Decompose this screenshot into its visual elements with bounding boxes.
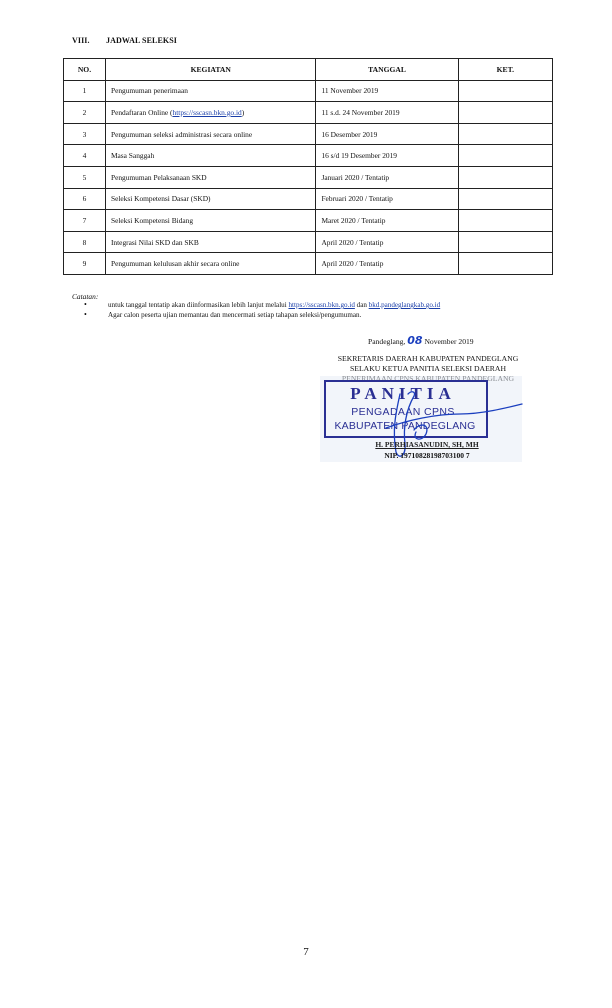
cell-kegiatan — [105, 102, 315, 124]
official-name: H. PERHIASANUDIN, SH, MH — [375, 440, 479, 449]
header-ket: KET. — [458, 59, 552, 81]
cell-tanggal: 16 Desember 2019 — [316, 123, 458, 145]
notes-title: Catatan: — [72, 292, 99, 301]
signatory-line2: SELAKU KETUA PANITIA SELEKSI DAERAH — [349, 364, 507, 373]
cell-ket — [458, 253, 552, 275]
cell-ket — [458, 166, 552, 188]
cell-ket — [458, 123, 552, 145]
note-text: untuk tanggal tentatip akan diinformasikan lebih lanjut melalui — [108, 301, 289, 309]
table-row — [64, 188, 553, 210]
stamp-line2: PENGADAAN CPNS — [351, 406, 455, 418]
cell-kegiatan: Pengumuman kelulusan akhir secara online — [105, 253, 315, 275]
cell-ket — [458, 188, 552, 210]
table-row — [64, 102, 553, 124]
cell-no: 7 — [64, 210, 106, 232]
table-row — [64, 231, 553, 253]
cell-kegiatan: Pengumuman seleksi administrasi secara online — [105, 123, 315, 145]
place-label: Pandeglang, — [368, 337, 408, 346]
stamp-line3: KABUPATEN PANDEGLANG — [334, 420, 476, 432]
cell-tanggal: April 2020 / Tentatip — [316, 231, 458, 253]
cell-kegiatan: Seleksi Kompetensi Bidang — [105, 210, 315, 232]
bkd-note-link[interactable]: bkd.pandeglangkab.go.id — [368, 301, 441, 309]
stamp-line1: PANITIA — [350, 384, 456, 403]
cell-ket — [458, 231, 552, 253]
cell-tanggal: 11 November 2019 — [316, 80, 458, 102]
month-year: November 2019 — [422, 337, 474, 346]
cell-kegiatan: Pengumuman penerimaan — [105, 80, 315, 102]
table-row — [64, 253, 553, 275]
cell-tanggal: Januari 2020 / Tentatip — [316, 166, 458, 188]
section-title: JADWAL SELEKSI — [106, 36, 177, 45]
section-heading — [72, 36, 177, 45]
cell-tanggal: April 2020 / Tentatip — [316, 253, 458, 275]
cell-no: 3 — [64, 123, 106, 145]
kegiatan-prefix: Pendaftaran Online ( — [110, 107, 173, 117]
cell-no: 4 — [64, 145, 106, 167]
note-item — [108, 300, 578, 310]
header-no: NO. — [64, 59, 106, 81]
note-item — [108, 310, 578, 320]
page-number: 7 — [303, 946, 309, 958]
sscasn-link[interactable]: https://sscasn.bkn.go.id — [172, 107, 242, 117]
header-kegiatan: KEGIATAN — [105, 59, 315, 81]
cell-no: 1 — [64, 80, 106, 102]
cell-ket — [458, 210, 552, 232]
cell-no: 8 — [64, 231, 106, 253]
table-row — [64, 166, 553, 188]
cell-tanggal: 11 s.d. 24 November 2019 — [316, 102, 458, 124]
schedule-table — [63, 58, 553, 275]
cell-no: 2 — [64, 102, 106, 124]
sscasn-note-link[interactable]: https://sscasn.bkn.go.id — [288, 301, 355, 309]
cell-kegiatan: Seleksi Kompetensi Dasar (SKD) — [105, 188, 315, 210]
cell-tanggal: Februari 2020 / Tentatip — [316, 188, 458, 210]
handwritten-day: 08 — [407, 334, 423, 347]
signatory-title — [310, 354, 546, 374]
note-text: Agar calon peserta ujian memantau dan mencermati setiap tahapan seleksi/pengumuman. — [108, 311, 362, 319]
notes-list — [84, 300, 578, 320]
cell-kegiatan: Masa Sanggah — [105, 145, 315, 167]
table-row — [64, 210, 553, 232]
official-nip: NIP. 19710828198703100 7 — [384, 451, 470, 460]
cell-tanggal: Maret 2020 / Tentatip — [316, 210, 458, 232]
table-row — [64, 80, 553, 102]
cell-ket — [458, 80, 552, 102]
place-date — [368, 334, 474, 347]
cell-no: 9 — [64, 253, 106, 275]
signatory-line1: SEKRETARIS DAERAH KABUPATEN PANDEGLANG — [337, 354, 519, 363]
cell-no: 5 — [64, 166, 106, 188]
note-text-mid: dan — [354, 301, 369, 309]
cell-kegiatan: Integrasi Nilai SKD dan SKB — [105, 231, 315, 253]
header-tanggal: TANGGAL — [316, 59, 458, 81]
cell-kegiatan: Pengumuman Pelaksanaan SKD — [105, 166, 315, 188]
cell-no: 6 — [64, 188, 106, 210]
cell-tanggal: 16 s/d 19 Desember 2019 — [316, 145, 458, 167]
table-row — [64, 123, 553, 145]
section-number: VIII. — [72, 36, 90, 45]
kegiatan-suffix: ) — [241, 107, 245, 117]
table-row — [64, 145, 553, 167]
cell-ket — [458, 102, 552, 124]
table-header-row — [64, 59, 553, 81]
cell-ket — [458, 145, 552, 167]
